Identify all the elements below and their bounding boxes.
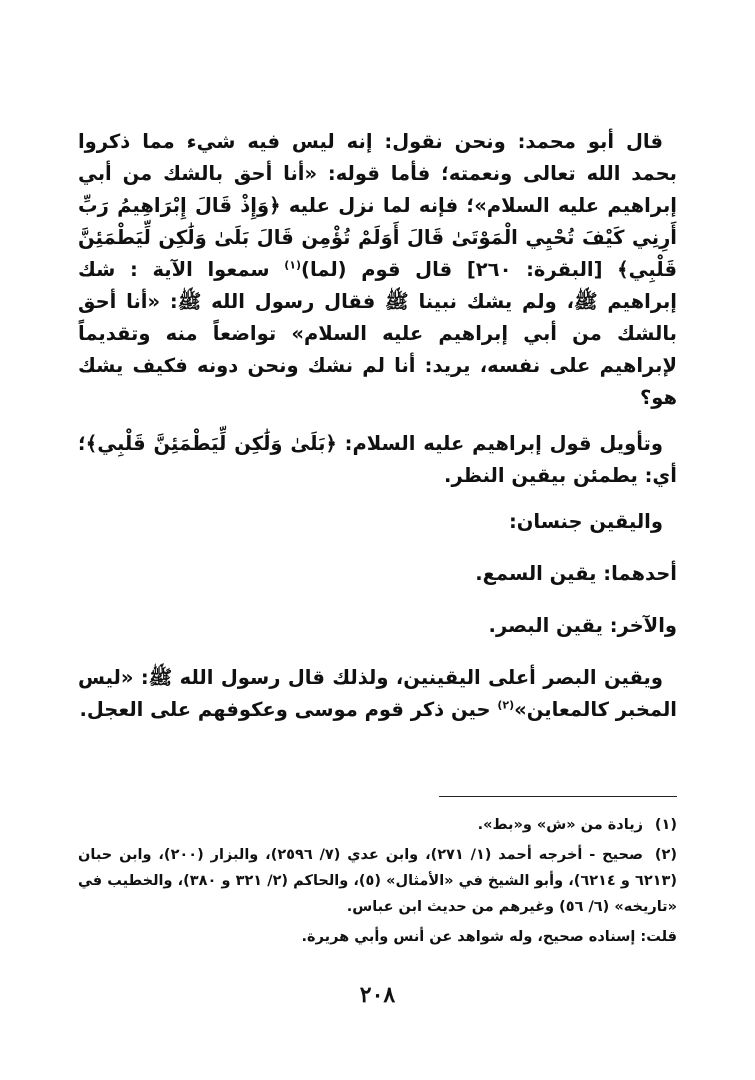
footnote-1-number: (١) xyxy=(654,817,677,833)
paragraph-6-text-cont: حين ذكر قوم موسى وعكوفهم على العجل. xyxy=(79,698,498,721)
paragraph-1-text-cont: سمعوا الآية : شك إبراهيم ﷺ، ولم يشك نبينا ﷺ فقال رسول الله ﷺ: «أنا أحق بالشك من أبي إبراهيم عليه السلام» تواضعاً منه وتقديماً لإبراهيم على نفسه، يريد: أنا لم نشك ونحن دونه فكيف يشك هو؟ xyxy=(78,258,677,409)
footnote-2 xyxy=(78,842,677,920)
footnote-1 xyxy=(78,812,677,838)
footnote-ref-2: (٢) xyxy=(497,698,515,712)
paragraph-1 xyxy=(78,126,677,414)
main-text xyxy=(78,126,677,740)
paragraph-5: والآخر: يقين البصر. xyxy=(488,614,677,637)
footnote-2-text: صحيح - أخرجه أحمد (١/ ٢٧١)، وابن عدي (٧/ ٢٥٩٦)، والبزار (٢٠٠)، وابن حبان (٦٢١٣ و ٦٢١٤)، وأبو الشيخ في «الأمثال» (٥)، والحاكم (٢/ ٣٢١ و ٣٨٠)، والخطيب في «تاريخه» (٦/ ٥٦) وغيرهم من حديث ابن عباس. xyxy=(78,847,678,915)
footnote-comment xyxy=(78,924,677,950)
paragraph-3: واليقين جنسان: xyxy=(508,510,663,533)
footnote-1-text: زيادة من «ش» و«بط». xyxy=(477,817,643,833)
footnote-2-number: (٢) xyxy=(654,847,677,863)
footnote-divider xyxy=(439,796,677,797)
paragraph-6-text: ويقين البصر أعلى اليقينين، ولذلك قال رسول الله ﷺ: «ليس المخبر كالمعاين» xyxy=(78,666,677,721)
page-number: ٢٠٨ xyxy=(359,982,396,1008)
paragraph-1-text: قال أبو محمد: ونحن نقول: إنه ليس فيه شيء مما ذكروا بحمد الله تعالى ونعمته؛ فأما قوله: «أنا أحق بالشك من أبي إبراهيم عليه السلام»؛ فإنه لما نزل عليه ﴿وَإِذْ قَالَ إِبْرَاهِيمُ رَبِّ أَرِنِي كَيْفَ تُحْيِي الْمَوْتَىٰ قَالَ أَوَلَمْ تُؤْمِن قَالَ بَلَىٰ وَلَٰكِن لِّيَطْمَئِنَّ قَلْبِي﴾ [البقرة: ٢٦٠] قال قوم (لما) xyxy=(78,130,677,281)
footnotes xyxy=(78,812,677,954)
footnote-comment-text: قلت: إسناده صحيح، وله شواهد عن أنس وأبي هريرة. xyxy=(301,929,677,945)
paragraph-2: وتأويل قول إبراهيم عليه السلام: ﴿بَلَىٰ وَلَٰكِن لِّيَطْمَئِنَّ قَلْبِي﴾؛ أي: يطمئن بيقين النظر. xyxy=(78,432,677,487)
paragraph-4: أحدهما: يقين السمع. xyxy=(475,562,677,585)
footnote-ref-1: (١) xyxy=(284,258,302,272)
paragraph-6 xyxy=(78,662,677,726)
